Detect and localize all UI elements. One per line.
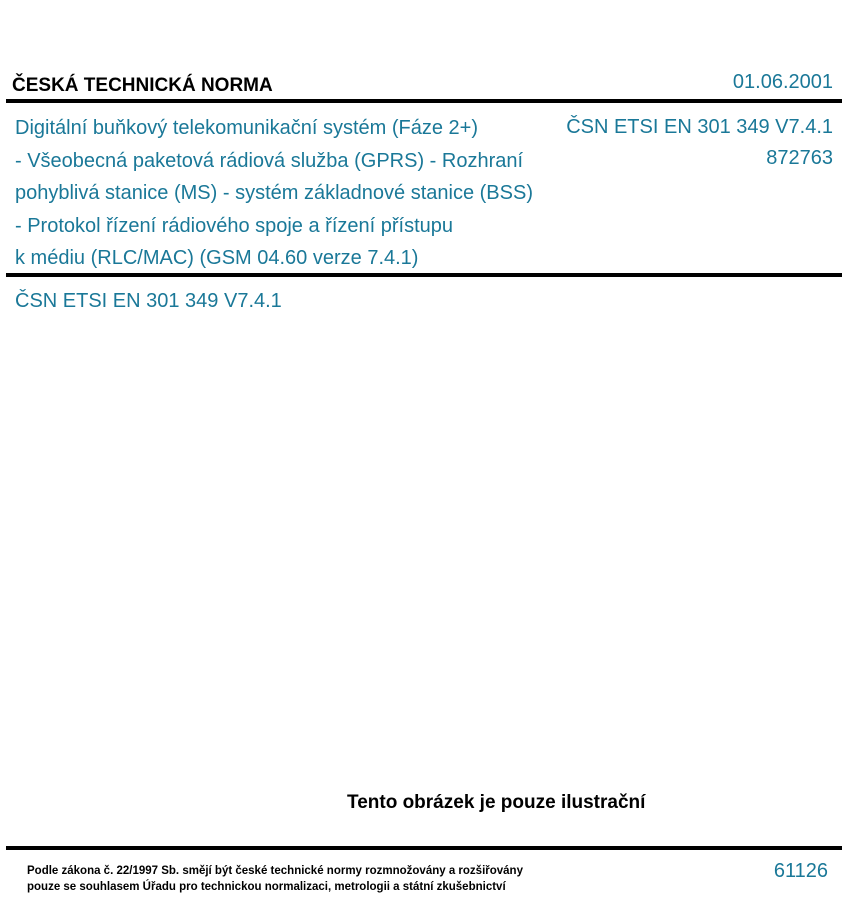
legal-notice-line: pouze se souhlasem Úřadu pro technickou normalizaci, metrologii a státní zkušebnictví [27,881,506,893]
standard-title-line: - Všeobecná paketová rádiová služba (GPRS) - Rozhraní [15,149,524,172]
standard-title-line: Digitální buňkový telekomunikační systém (Fáze 2+) [15,117,478,139]
page-title: ČESKÁ TECHNICKÁ NORMA [12,75,273,96]
footer-divider [6,846,842,850]
standard-title-line: - Protokol řízení rádiového spoje a řízení přístupu [15,214,454,237]
standard-title [15,112,575,275]
legal-notice-line: Podle zákona č. 22/1997 Sb. smějí být české technické normy rozmnožovány a rozšiřovány [27,865,523,877]
document-id: 61126 [773,860,828,882]
title-divider [6,273,842,277]
legal-notice [27,863,523,895]
header-divider [6,99,842,103]
publication-date: 01.06.2001 [732,71,833,93]
illustration-note: Tento obrázek je pouze ilustrační [347,792,646,813]
catalog-number: 872763 [766,147,833,169]
standard-title-line: k médiu (RLC/MAC) (GSM 04.60 verze 7.4.1) [15,247,419,269]
standard-number: ČSN ETSI EN 301 349 V7.4.1 [566,116,833,138]
standard-title-line: pohyblivá stanice (MS) - systém základnové stanice (BSS) [15,182,533,204]
standard-number-repeat: ČSN ETSI EN 301 349 V7.4.1 [15,290,282,312]
